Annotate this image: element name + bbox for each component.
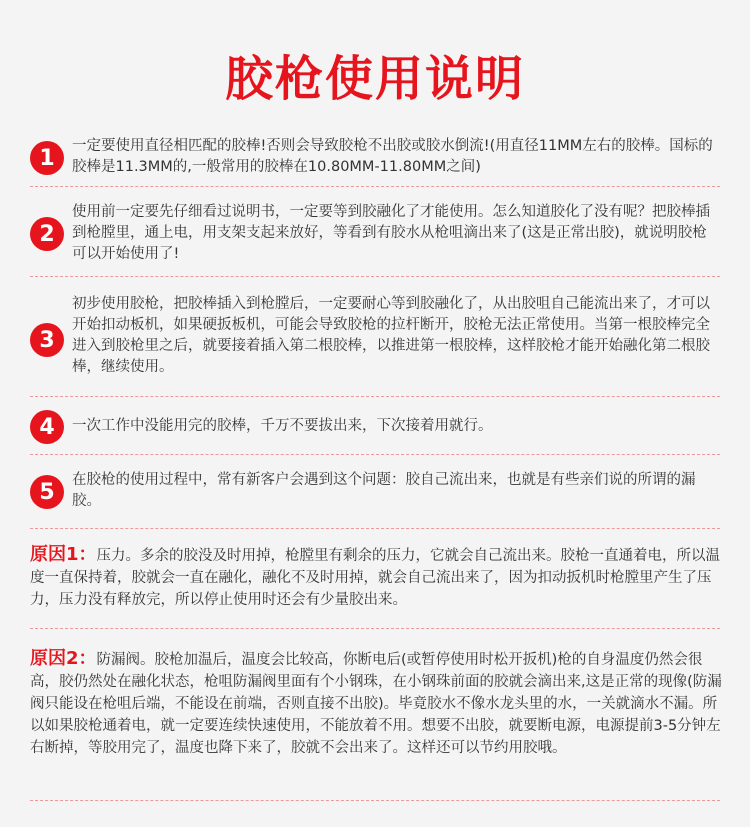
step-text: 使用前一定要先仔细看过说明书，一定要等到胶融化了才能使用。怎么知道胶化了没有呢？把胶棒插到枪膛里，通上电，用支架支起来放好，等看到有胶水从枪咀滴出来了(这是正常出胶)，就说明胶枪可以开始使用了!: [72, 204, 710, 262]
divider: [30, 800, 720, 801]
step-number-badge: 1: [30, 141, 64, 175]
step-3: [30, 294, 720, 386]
divider: [30, 454, 720, 455]
step-1: [30, 134, 720, 182]
step-4: [30, 410, 720, 444]
divider: [30, 186, 720, 187]
step-text: 初步使用胶枪，把胶棒插入到枪膛后，一定要耐心等到胶融化了，从出胶咀自己能流出来了，才可以开始扣动板机，如果硬扳板机，可能会导致胶枪的拉杆断开，胶枪无法正常使用。当第一根胶棒完全进入到胶枪里之后，就要接着插入第二根胶棒，以推进第一根胶棒，这样胶枪才能开始融化第二根胶棒，继续使用。: [72, 296, 710, 375]
divider: [30, 528, 720, 529]
reason-label: 原因1：: [30, 544, 97, 565]
step-text: 一定要使用直径相匹配的胶棒!否则会导致胶枪不出胶或胶水倒流!(用直径11MM左右的胶棒。国标的胶棒是11.3MM的,一般常用的胶棒在10.80MM-11.80MM之间): [72, 138, 713, 175]
divider: [30, 276, 720, 277]
step-number-badge: 5: [30, 475, 64, 509]
step-5: [30, 468, 720, 516]
divider: [30, 628, 720, 629]
step-number-badge: 4: [30, 410, 64, 444]
step-number-badge: 2: [30, 217, 64, 251]
reason-2: [30, 648, 722, 759]
divider: [30, 396, 720, 397]
reason-text: 压力。多余的胶没及时用掉，枪膛里有剩余的压力，它就会自己流出来。胶枪一直通着电，所以温度一直保持着，胶就会一直在融化，融化不及时用掉，就会自己流出来了，因为扣动扳机时枪膛里产生了压力，压力没有释放完，所以停止使用时还会有少量胶出来。: [30, 548, 721, 608]
step-text: 在胶枪的使用过程中，常有新客户会遇到这个问题：胶自己流出来，也就是有些亲们说的所谓的漏胶。: [72, 472, 696, 509]
page-title: 胶枪使用说明: [224, 51, 525, 107]
reason-1: [30, 544, 722, 611]
step-text: 一次工作中没能用完的胶棒，千万不要拔出来，下次接着用就行。: [72, 418, 493, 434]
reason-label: 原因2：: [30, 648, 97, 669]
step-2: [30, 200, 720, 268]
step-number-badge: 3: [30, 323, 64, 357]
reason-text: 防漏阀。胶枪加温后，温度会比较高，你断电后(或暂停使用时松开扳机)枪的自身温度仍然会很高，胶仍然处在融化状态，枪咀防漏阀里面有个小钢珠，在小钢珠前面的胶就会滴出来,这是正常的现像(防漏阀只能设在枪咀后端，不能设在前端，否则直接不出胶)。毕竟胶水不像水龙头里的水，一关就滴水不漏。所以如果胶枪通着电，就一定要连续快速使用，不能放着不用。想要不出胶，就要断电源，电源提前3-5分钟左右断掉，等胶用完了，温度也降下来了，胶就不会出来了。这样还可以节约用胶哦。: [30, 652, 722, 756]
